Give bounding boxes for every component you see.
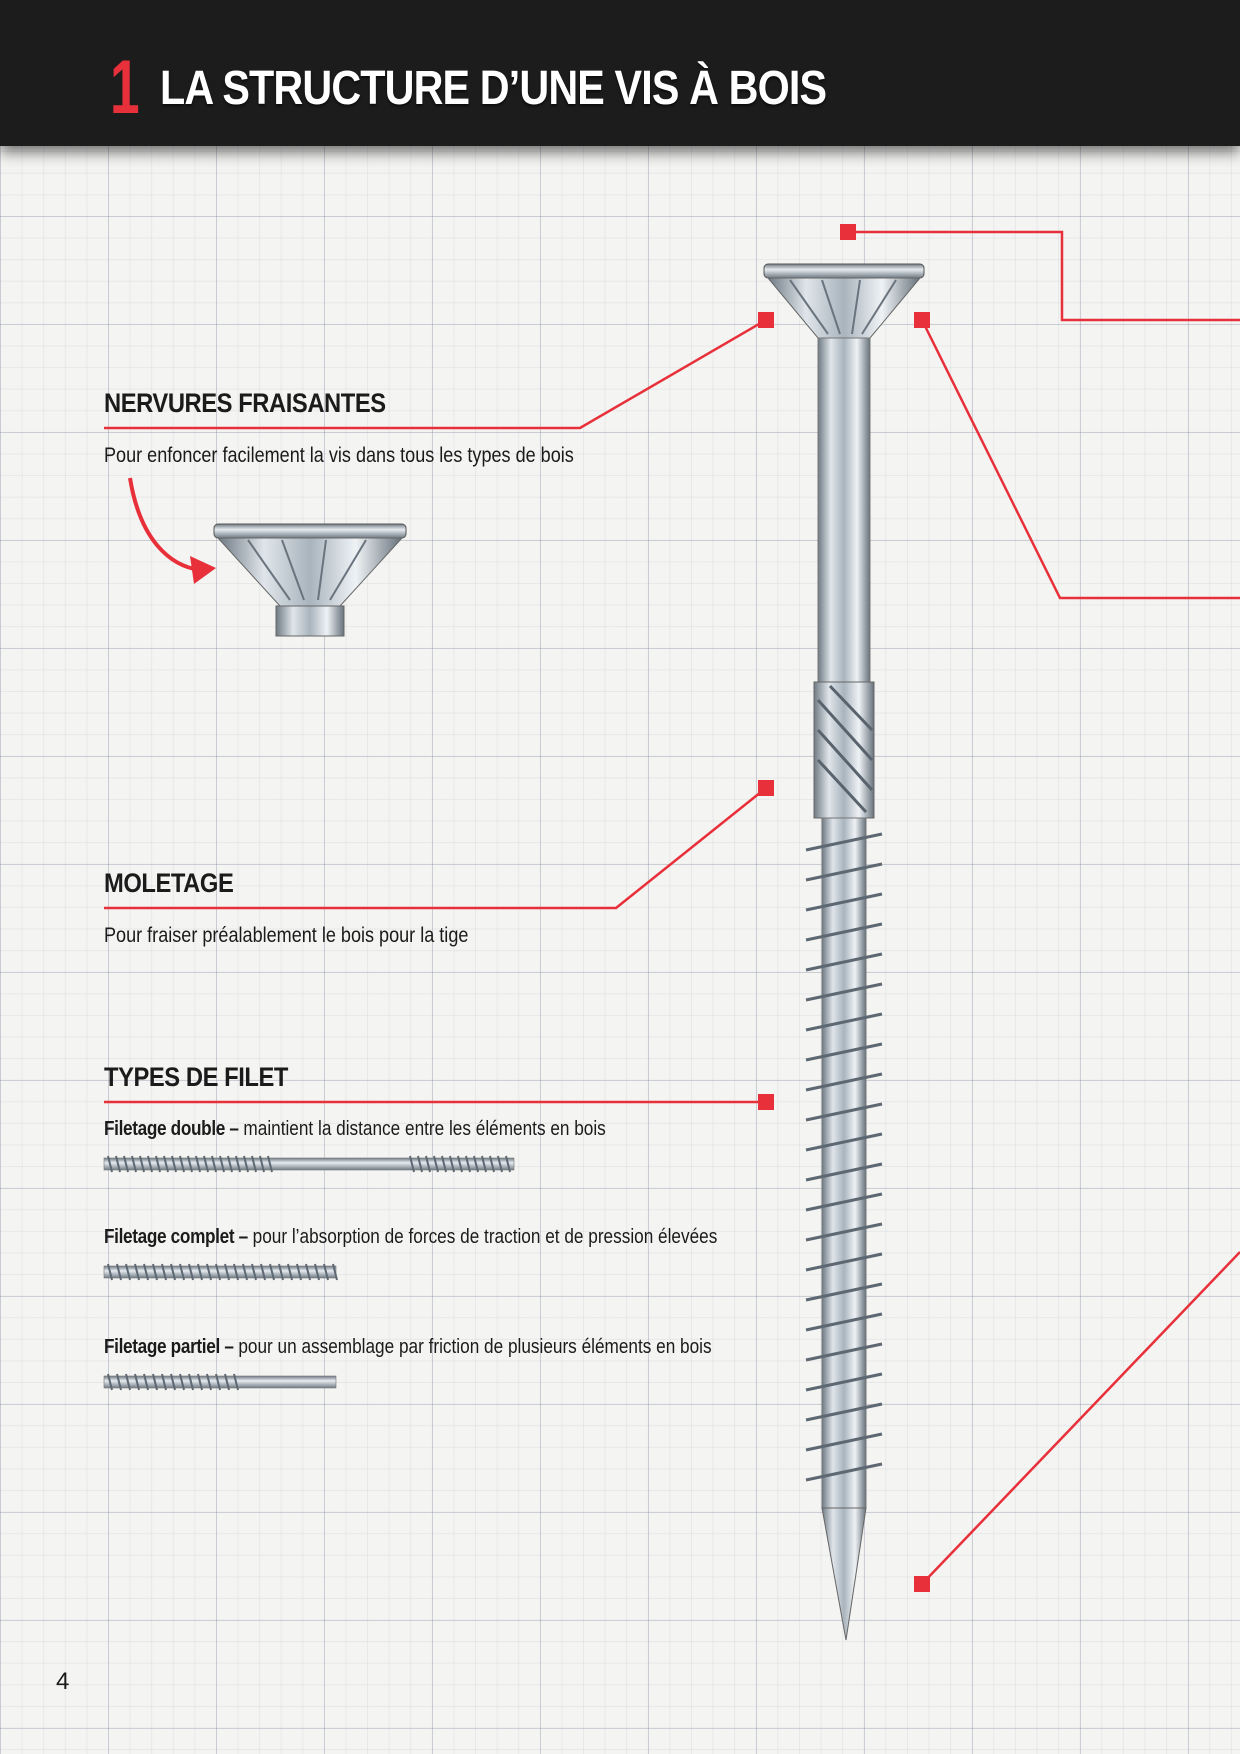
thread-type-name: Filetage complet –: [104, 1226, 248, 1248]
section-desc-nervures: Pour enfoncer facilement la vis dans tous les types de bois: [104, 444, 574, 467]
arrow-head: [190, 556, 216, 584]
section-title-moletage: MOLETAGE: [104, 868, 234, 898]
page-number: 4: [56, 1668, 70, 1695]
marker-head-right: [914, 312, 930, 328]
thread-type-desc: maintient la distance entre les éléments en bois: [238, 1118, 606, 1140]
section-title-nervures: NERVURES FRAISANTES: [104, 388, 386, 418]
thread-complet-illustration: [104, 1264, 337, 1280]
section-desc-moletage: Pour fraiser préalablement le bois pour la tige: [104, 924, 469, 947]
marker-nervures: [758, 312, 774, 328]
main-screw: [764, 264, 924, 1640]
marker-tip: [914, 1576, 930, 1592]
marker-filet: [758, 1094, 774, 1110]
section-title-filet: TYPES DE FILET: [104, 1062, 288, 1092]
thread-type-name: Filetage partiel –: [104, 1336, 234, 1358]
thread-type-desc: pour un assemblage par friction de plusieurs éléments en bois: [233, 1336, 712, 1358]
marker-head-top: [840, 224, 856, 240]
page-title: LA STRUCTURE D’UNE VIS À BOIS: [160, 62, 827, 115]
thread-type-double: [104, 1118, 606, 1141]
callout-line-head-right: [922, 320, 1240, 598]
thread-type-name: Filetage double –: [104, 1118, 239, 1140]
thread-double-illustration: [104, 1156, 514, 1172]
chapter-number: 1: [110, 45, 140, 130]
thread-type-complet: [104, 1226, 717, 1249]
callout-line-tip: [922, 1252, 1240, 1584]
curved-arrow: [130, 478, 200, 570]
thread-partiel-illustration: [104, 1374, 336, 1390]
marker-moletage: [758, 780, 774, 796]
thread-type-desc: pour l’absorption de forces de traction et de pression élevées: [247, 1226, 718, 1248]
thread-type-partiel: [104, 1336, 712, 1359]
screw-head-detail: [214, 524, 406, 636]
